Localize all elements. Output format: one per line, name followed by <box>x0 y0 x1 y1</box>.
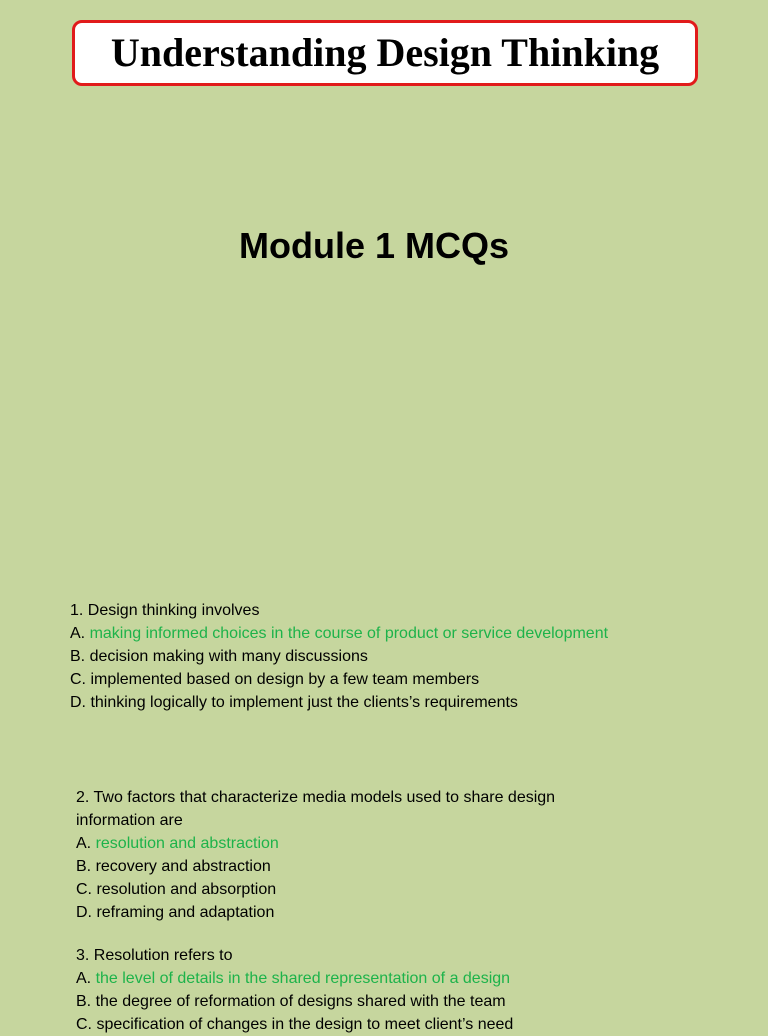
option-letter: A. <box>70 625 90 642</box>
option-letter: A. <box>76 835 96 852</box>
question-2-option-b: B. recovery and abstraction <box>76 858 271 875</box>
question-3-option-b: B. the degree of reformation of designs shared with the team <box>76 993 506 1010</box>
correct-answer: the level of details in the shared representation of a design <box>95 970 511 987</box>
question-3 <box>76 944 696 1036</box>
question-2-stem: 2. Two factors that characterize media models used to share design information are <box>76 789 556 829</box>
option-letter: A. <box>76 970 96 987</box>
question-3-stem: 3. Resolution refers to <box>76 947 233 964</box>
module-heading: Module 1 MCQs <box>238 225 510 266</box>
question-1-option-a <box>70 622 630 645</box>
question-3-option-a <box>76 967 696 990</box>
correct-answer: resolution and abstraction <box>95 835 279 852</box>
question-3-option-c: C. specification of changes in the design to meet client’s need <box>76 1016 514 1033</box>
question-1-option-d: D. thinking logically to implement just the clients’s requirements <box>70 694 518 711</box>
question-2-option-c: C. resolution and absorption <box>76 881 277 898</box>
question-1 <box>70 599 630 714</box>
question-1-option-b: B. decision making with many discussions <box>70 648 368 665</box>
title-banner <box>72 20 698 86</box>
question-1-option-c: C. implemented based on design by a few team members <box>70 671 480 688</box>
question-2-option-d: D. reframing and adaptation <box>76 904 275 921</box>
correct-answer: making informed choices in the course of product or service development <box>89 625 609 642</box>
question-2 <box>76 786 596 924</box>
question-1-stem: 1. Design thinking involves <box>70 602 260 619</box>
question-2-option-a <box>76 832 596 855</box>
document-title: Understanding Design Thinking <box>110 30 660 75</box>
